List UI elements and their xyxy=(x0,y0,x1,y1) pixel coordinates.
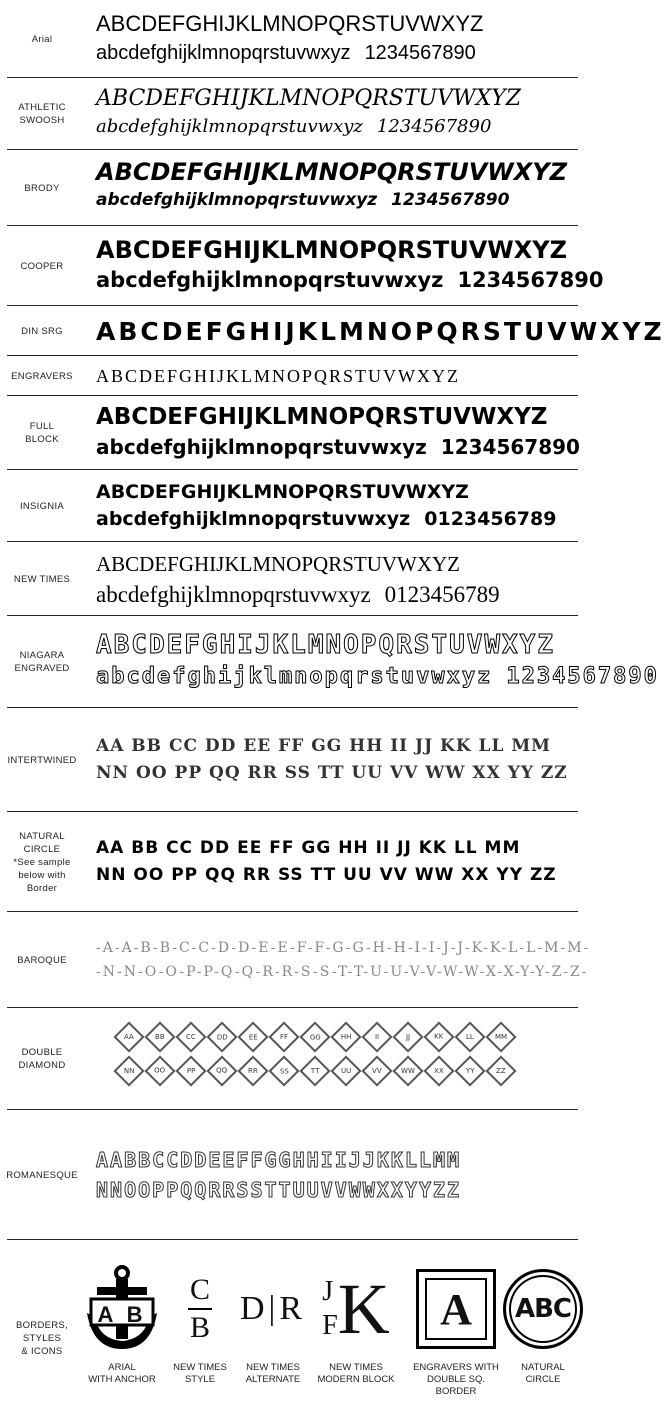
uppercase-sample: ABCDEFGHIJKLMNOPQRSTUVWXYZ xyxy=(96,11,484,36)
diamond-monogram xyxy=(299,1021,330,1052)
diamond-monogram-letters: OO xyxy=(154,1067,166,1075)
lowercase-letters: abcdefghijklmnopqrstuvwxyz xyxy=(96,435,427,459)
font-row xyxy=(0,150,600,226)
small-letter-stack xyxy=(322,1275,338,1343)
caption-line: NEW TIMES xyxy=(173,1362,227,1373)
diamond-monogram xyxy=(237,1021,268,1052)
lowercase-letters: abcdefghijklmnopqrstuvwxyz xyxy=(96,268,444,292)
lowercase-sample xyxy=(96,41,576,65)
sample-line-1: AA BB CC DD EE FF GG HH II JJ KK LL MM xyxy=(96,838,521,858)
font-name-label xyxy=(0,812,84,912)
diamond-monogram xyxy=(113,1055,144,1086)
font-row xyxy=(0,306,665,356)
diamond-monogram-letters: II xyxy=(374,1032,380,1041)
font-name-label xyxy=(0,396,84,470)
font-name-line: STYLES xyxy=(22,1332,62,1344)
borders-section xyxy=(0,1240,600,1419)
font-name-line: BORDERS, xyxy=(15,1319,69,1331)
diamond-monogram xyxy=(268,1055,299,1086)
lowercase-letters: abcdefghijklmnopqrstuvwxyz xyxy=(96,508,411,530)
font-name-label xyxy=(0,306,84,356)
caption-line: NEW TIMES xyxy=(246,1362,300,1373)
lowercase-letters: abcdefghijklmnopqrstuvwxyz xyxy=(96,582,371,607)
digit-sample: 1234567890 xyxy=(391,190,510,210)
sample-line-2: -N-N-O-O-P-P-Q-Q-R-R-S-S-T-T-U-U-V-V-W-W-X-X-Y-Y-Z-Z- xyxy=(96,964,589,980)
diamond-monogram-letters: HH xyxy=(340,1033,352,1041)
font-name-line: DIAMOND xyxy=(18,1060,66,1071)
diamond-monogram xyxy=(175,1021,206,1052)
font-name-line: ENGRAVED xyxy=(14,663,70,674)
font-name-line: NATURAL xyxy=(19,830,65,842)
digit-sample: 1234567890 xyxy=(457,268,604,292)
font-name-line: DIN SRG xyxy=(21,325,63,337)
caption-line: STYLE xyxy=(184,1374,216,1385)
caption-line: NEW TIMES xyxy=(329,1362,383,1373)
diamond-monogram-letters: TT xyxy=(310,1067,320,1075)
modern-block-monogram xyxy=(322,1269,390,1349)
diamond-monogram xyxy=(144,1055,175,1086)
alternate-monogram: D|R xyxy=(239,1290,307,1327)
diamond-monogram xyxy=(113,1021,144,1052)
font-name-label xyxy=(0,1008,84,1110)
lowercase-sample xyxy=(96,581,576,608)
font-name-line: BRODY xyxy=(24,182,60,194)
lowercase-sample xyxy=(96,508,576,531)
font-name-line: DOUBLE xyxy=(21,1047,63,1058)
border-style-caption xyxy=(493,1362,593,1386)
font-name-line: & ICONS xyxy=(21,1345,63,1357)
diamond-monogram xyxy=(330,1021,361,1052)
font-name-line: FULL xyxy=(29,421,55,432)
font-name-label xyxy=(0,542,84,616)
font-name-label xyxy=(0,708,84,812)
caption-line: WITH ANCHOR xyxy=(88,1374,156,1385)
font-row xyxy=(0,812,600,912)
uppercase-sample: ABCDEFGHIJKLMNOPQRSTUVWXYZ xyxy=(96,630,555,660)
border-style-sample xyxy=(498,1264,588,1354)
font-name-line: NIAGARA xyxy=(19,650,65,661)
caption-line: ENGRAVERS WITH xyxy=(413,1362,499,1373)
border-style-sample xyxy=(311,1264,401,1354)
caption-line: NATURAL xyxy=(521,1362,565,1373)
diamond-monogram-letters: AA xyxy=(124,1033,134,1041)
lowercase-letters: abcdefghijklmnopqrstuvwxyz xyxy=(96,190,378,210)
diamond-monogram xyxy=(330,1055,361,1086)
font-row xyxy=(0,356,600,396)
diamond-monogram-letters: CC xyxy=(186,1033,196,1041)
lowercase-letters: abcdefghijklmnopqrstuvwxyz xyxy=(96,664,493,689)
lowercase-sample xyxy=(96,190,576,211)
diamond-monogram-letters: YY xyxy=(465,1067,475,1075)
diamond-monogram-letters: WW xyxy=(401,1067,415,1075)
diamond-monogram-letters: DD xyxy=(216,1033,228,1041)
double-square-border xyxy=(416,1269,496,1349)
font-row xyxy=(0,542,600,616)
diamond-monogram-letters: SS xyxy=(279,1066,289,1075)
font-name-line: below with xyxy=(18,869,66,881)
diamond-monogram xyxy=(361,1055,392,1086)
lowercase-letters: abcdefghijklmnopqrstuvwxyz xyxy=(96,42,351,64)
monogram-big-letter: K xyxy=(337,1269,390,1349)
font-row xyxy=(0,616,659,708)
diamond-monogram xyxy=(392,1055,423,1086)
font-name-line: BAROQUE xyxy=(17,954,67,966)
caption-line: ARIAL xyxy=(108,1362,136,1373)
uppercase-sample: ABCDEFGHIJKLMNOPQRSTUVWXYZ xyxy=(96,86,522,111)
font-row xyxy=(0,708,600,812)
font-name-line: CIRCLE xyxy=(23,843,61,855)
font-row xyxy=(0,396,600,470)
caption-line: ALTERNATE xyxy=(245,1374,301,1385)
diamond-monogram-letters: UU xyxy=(340,1067,352,1075)
uppercase-sample: ABCDEFGHIJKLMNOPQRSTUVWXYZ xyxy=(96,158,568,186)
diamond-monogram xyxy=(361,1021,392,1052)
diamond-tile-row xyxy=(118,1060,512,1082)
diamond-monogram xyxy=(454,1021,485,1052)
font-name-label xyxy=(0,0,84,78)
caption-line: CIRCLE xyxy=(525,1374,561,1385)
font-row xyxy=(0,912,600,1008)
uppercase-sample: ABCDEFGHIJKLMNOPQRSTUVWXYZ xyxy=(96,404,548,430)
caption-line: DOUBLE SQ. BORDER xyxy=(426,1374,486,1397)
font-name-line: COOPER xyxy=(20,260,64,272)
uppercase-sample: ABCDEFGHIJKLMNOPQRSTUVWXYZ xyxy=(96,366,461,386)
font-row xyxy=(0,0,600,78)
font-name-label xyxy=(0,470,84,542)
font-name-label xyxy=(0,616,84,708)
diamond-monogram xyxy=(485,1055,516,1086)
monogram-small-bottom: F xyxy=(322,1310,338,1341)
diamond-monogram xyxy=(237,1055,268,1086)
diamond-monogram xyxy=(206,1055,237,1086)
diamond-tile-row xyxy=(118,1026,512,1048)
diamond-monogram-letters: MM xyxy=(494,1033,508,1041)
uppercase-sample: ABCDEFGHIJKLMNOPQRSTUVWXYZ xyxy=(96,316,665,346)
sample-line-2: NN OO PP QQ RR SS TT UU VV WW XX YY ZZ xyxy=(96,763,568,783)
sample-line-1: AA BB CC DD EE FF GG HH II JJ KK LL MM xyxy=(96,736,551,756)
diamond-monogram-letters: PP xyxy=(186,1066,196,1075)
natural-circle-border: ABC xyxy=(503,1269,583,1349)
border-style-caption xyxy=(406,1362,506,1398)
diamond-monogram-letters: ZZ xyxy=(496,1067,506,1075)
font-name-line: NEW TIMES xyxy=(13,573,71,585)
border-style-sample xyxy=(77,1264,167,1354)
font-row xyxy=(0,78,600,150)
font-name-line: ATHLETIC xyxy=(18,102,66,113)
diamond-monogram xyxy=(485,1021,516,1052)
diamond-monogram-letters: VV xyxy=(372,1066,382,1075)
digit-sample: 0123456789 xyxy=(424,508,557,530)
sample-line-2: NNOOPPQQRRSSTTUUVVWWXXYYZZ xyxy=(96,1178,462,1202)
diamond-monogram-letters: GG xyxy=(309,1032,321,1041)
diamond-monogram xyxy=(144,1021,175,1052)
diamond-monogram xyxy=(454,1055,485,1086)
monogram-bottom-letter: B xyxy=(189,1311,210,1344)
border-style-sample xyxy=(228,1264,318,1354)
border-style-caption xyxy=(306,1362,406,1386)
lowercase-sample xyxy=(96,664,659,690)
digit-sample: 1234567890 xyxy=(364,42,476,64)
uppercase-sample: ABCDEFGHIJKLMNOPQRSTUVWXYZ xyxy=(96,236,568,264)
font-row xyxy=(0,1008,600,1110)
diamond-monogram xyxy=(423,1021,454,1052)
digit-sample: 0123456789 xyxy=(384,582,500,607)
anchor-initials: A B xyxy=(97,1302,147,1327)
font-name-line: Border xyxy=(26,882,58,894)
font-row xyxy=(0,1110,600,1240)
double-square-inner: A xyxy=(425,1278,487,1340)
font-name-line: *See sample xyxy=(13,856,71,868)
caption-line: MODERN BLOCK xyxy=(317,1374,395,1385)
sample-line-2: NN OO PP QQ RR SS TT UU VV WW XX YY ZZ xyxy=(96,865,557,885)
sample-line-1: -A-A-B-B-C-C-D-D-E-E-F-F-G-G-H-H-I-I-J-J-K-K-L-L-M-M- xyxy=(96,940,591,956)
font-name-label xyxy=(0,150,84,226)
font-name-label xyxy=(0,226,84,306)
diamond-monogram xyxy=(268,1021,299,1052)
digit-sample: 1234567890 xyxy=(440,435,580,459)
digit-sample: 1234567890 xyxy=(376,116,492,137)
lowercase-sample xyxy=(96,435,580,459)
diamond-monogram-letters: QQ xyxy=(216,1067,228,1075)
diamond-monogram xyxy=(392,1021,423,1052)
diamond-monogram xyxy=(175,1055,206,1086)
diamond-monogram-letters: JJ xyxy=(405,1032,411,1041)
monogram-small-top: J xyxy=(322,1276,334,1307)
font-row xyxy=(0,226,604,306)
stacked-monogram xyxy=(188,1274,212,1344)
monogram-top-letter: C xyxy=(189,1273,210,1306)
font-name-line: Arial xyxy=(31,33,53,45)
font-name-line: ROMANESQUE xyxy=(6,1169,78,1181)
diamond-monogram-letters: EE xyxy=(248,1032,258,1041)
diamond-monogram-letters: BB xyxy=(155,1032,165,1041)
uppercase-sample: ABCDEFGHIJKLMNOPQRSTUVWXYZ xyxy=(96,552,461,576)
diamond-monogram-letters: XX xyxy=(434,1067,444,1075)
lowercase-letters: abcdefghijklmnopqrstuvwxyz xyxy=(96,116,363,137)
digit-sample: 1234567890 xyxy=(506,664,659,689)
font-name-line: SWOOSH xyxy=(19,115,65,126)
border-style-sample xyxy=(411,1264,501,1354)
font-row xyxy=(0,470,600,542)
font-name-line: INSIGNIA xyxy=(19,500,65,512)
lowercase-sample xyxy=(96,116,576,138)
font-name-label xyxy=(0,356,84,396)
font-name-label xyxy=(0,1110,84,1240)
diamond-monogram-letters: NN xyxy=(123,1066,135,1075)
font-name-line: BLOCK xyxy=(25,434,59,445)
diamond-monogram-letters: FF xyxy=(279,1033,289,1041)
font-name-label xyxy=(0,78,84,150)
diamond-monogram xyxy=(423,1055,454,1086)
diamond-monogram xyxy=(299,1055,330,1086)
uppercase-sample: ABCDEFGHIJKLMNOPQRSTUVWXYZ xyxy=(96,481,469,503)
diamond-monogram-letters: RR xyxy=(248,1066,258,1075)
lowercase-sample xyxy=(96,268,604,293)
diamond-monogram-letters: LL xyxy=(466,1033,474,1041)
diamond-monogram-letters: KK xyxy=(434,1033,444,1041)
monogram-divider xyxy=(188,1308,212,1310)
font-name-line: INTERTWINED xyxy=(7,754,77,766)
font-name-line: ENGRAVERS xyxy=(11,370,73,382)
font-name-label xyxy=(0,912,84,1008)
sample-line-1: AABBCCDDEEFFGGHHIIJJKKLLMM xyxy=(96,1148,462,1172)
diamond-monogram xyxy=(206,1021,237,1052)
